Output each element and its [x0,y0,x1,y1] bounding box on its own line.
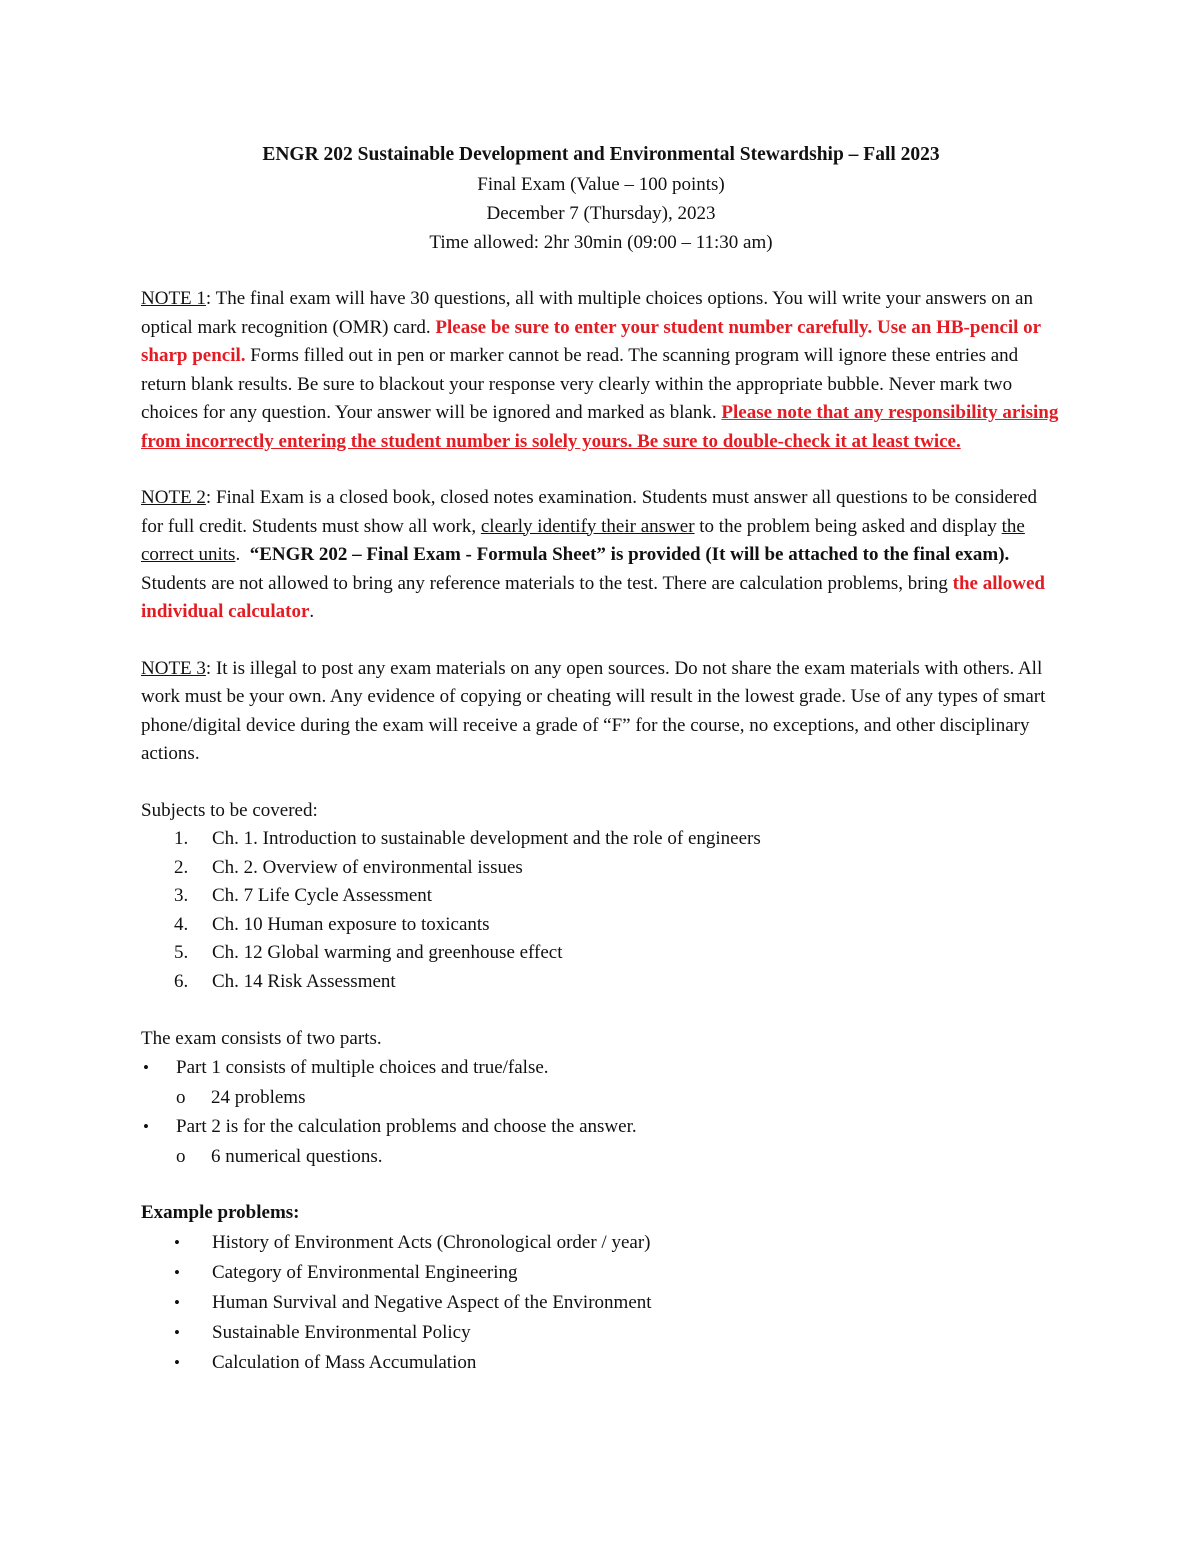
subject-number: 5. [174,942,189,964]
note-2-text-4: Students are not allowed to bring any reference materials to the test. There are calculation problems, bring [141,572,953,594]
subject-item [141,825,1061,854]
bullet-icon: • [143,1117,149,1137]
bullet-icon: • [174,1352,180,1372]
note-2-underlined-2: the correct units [141,515,1025,565]
note-2-underlined-1: clearly identify their answer [480,515,695,537]
example-text: History of Environment Acts (Chronological order / year) [212,1231,651,1253]
note-2-text-1: Final Exam is a closed book, closed notes examination. Students must answer all questions to be considered for full credit. Students must show all work, [141,487,1038,537]
note-2-text-3: . [235,544,250,565]
part-text: Part 1 consists of multiple choices and true/false. [176,1057,549,1079]
parts-list [141,1053,1061,1171]
example-item [141,1348,1061,1378]
examples-heading: Example problems: [141,1202,300,1224]
document-title: ENGR 202 Sustainable Development and Environmental Stewardship – Fall 2023 [262,144,940,165]
part-sub-item [176,1083,1061,1113]
example-text: Calculation of Mass Accumulation [212,1351,477,1373]
bullet-icon: • [143,1058,149,1078]
bullet-icon: • [174,1292,180,1312]
part-sub-item [176,1142,1061,1172]
subject-text: Ch. 1. Introduction to sustainable development and the role of engineers [212,828,761,849]
note-3-text: It is illegal to post any exam materials on any open sources. Do not share the exam materials with others. All work must be your own. Any evidence of copying or cheating will result in the lowest grade. Use of any types of smart phone/digital device during the exam will receive a grade of “F” for the course, no exceptions, and other disciplinary actions. [141,657,1046,764]
subject-number: 2. [174,856,189,878]
subject-number: 3. [174,885,189,907]
part-sub-text: 6 numerical questions. [211,1145,383,1167]
note-2-label: NOTE 2 [141,487,206,508]
subject-item [141,939,1061,968]
bullet-icon: • [174,1262,180,1282]
document-body [141,140,1061,1378]
subject-item [141,882,1061,911]
note-1-label: NOTE 1 [141,288,206,309]
bullet-icon: • [174,1322,180,1342]
part-sub-text: 24 problems [211,1086,306,1108]
subject-text: Ch. 10 Human exposure to toxicants [212,913,490,935]
note-1-red-warning-2: Please note that any responsibility arising from incorrectly entering the student number is solely yours. Be sure to double-check it at least twice. [141,402,1059,452]
note-3 [141,655,1061,769]
part-text: Part 2 is for the calculation problems and choose the answer. [176,1116,637,1138]
circle-bullet-icon: o [176,1145,186,1167]
part-item [141,1053,1061,1112]
subjects-list [141,825,1061,997]
note-1-text-2: Forms filled out in pen or marker cannot be read. The scanning program will ignore these entries and return blank results. Be sure to blackout your response very clearly within the appropriate bubble. Never mark two choices for any question. Your answer will be ignored and marked as blank. [141,345,1019,423]
subject-number: 6. [174,970,189,992]
part-item [141,1112,1061,1171]
example-item [141,1258,1061,1288]
bullet-icon: • [174,1232,180,1252]
example-text: Sustainable Environmental Policy [212,1321,471,1343]
part-sub-list [176,1083,1061,1113]
note-2-text-2: to the problem being asked and display [694,515,1002,537]
note-2-calculator-note: the allowed individual calculator [141,572,1045,622]
example-text: Human Survival and Negative Aspect of the Environment [212,1291,652,1313]
subject-number: 4. [174,913,189,935]
subject-item [141,968,1061,997]
subjects-heading: Subjects to be covered: [141,799,318,821]
example-text: Category of Environmental Engineering [212,1261,518,1283]
exam-time-line: Time allowed: 2hr 30min (09:00 – 11:30 am) [429,232,773,253]
example-item [141,1318,1061,1348]
examples-list [141,1228,1061,1378]
note-2-formula-sheet-note: “ENGR 202 – Final Exam - Formula Sheet” is provided (It will be attached to the final exam). [249,544,1010,565]
note-3-label: NOTE 3 [141,657,206,679]
part-sub-list [176,1142,1061,1172]
exam-date-line: December 7 (Thursday), 2023 [486,203,716,224]
subject-text: Ch. 7 Life Cycle Assessment [212,885,433,907]
note-2-text-5: . [309,601,315,622]
note-1-text-1: The final exam will have 30 questions, all with multiple choices options. You will write your answers on an optical mark recognition (OMR) card. [141,288,1033,338]
example-item [141,1228,1061,1258]
note-2 [141,484,1061,627]
subject-item [141,911,1061,940]
subject-item [141,854,1061,883]
note-3-colon: : [205,657,212,679]
subject-text: Ch. 14 Risk Assessment [212,970,396,992]
note-1-red-warning-1: Please be sure to enter your student number carefully. Use an HB-pencil or sharp pencil. [141,316,1041,366]
parts-heading: The exam consists of two parts. [141,1027,382,1049]
subject-text: Ch. 12 Global warming and greenhouse effect [212,942,563,964]
subject-number: 1. [174,828,189,849]
note-1-colon: : [205,288,212,309]
note-2-colon: : [205,487,212,508]
exam-value-line: Final Exam (Value – 100 points) [477,174,725,195]
note-1 [141,285,1061,456]
subject-text: Ch. 2. Overview of environmental issues [212,856,523,878]
circle-bullet-icon: o [176,1086,186,1108]
example-item [141,1288,1061,1318]
